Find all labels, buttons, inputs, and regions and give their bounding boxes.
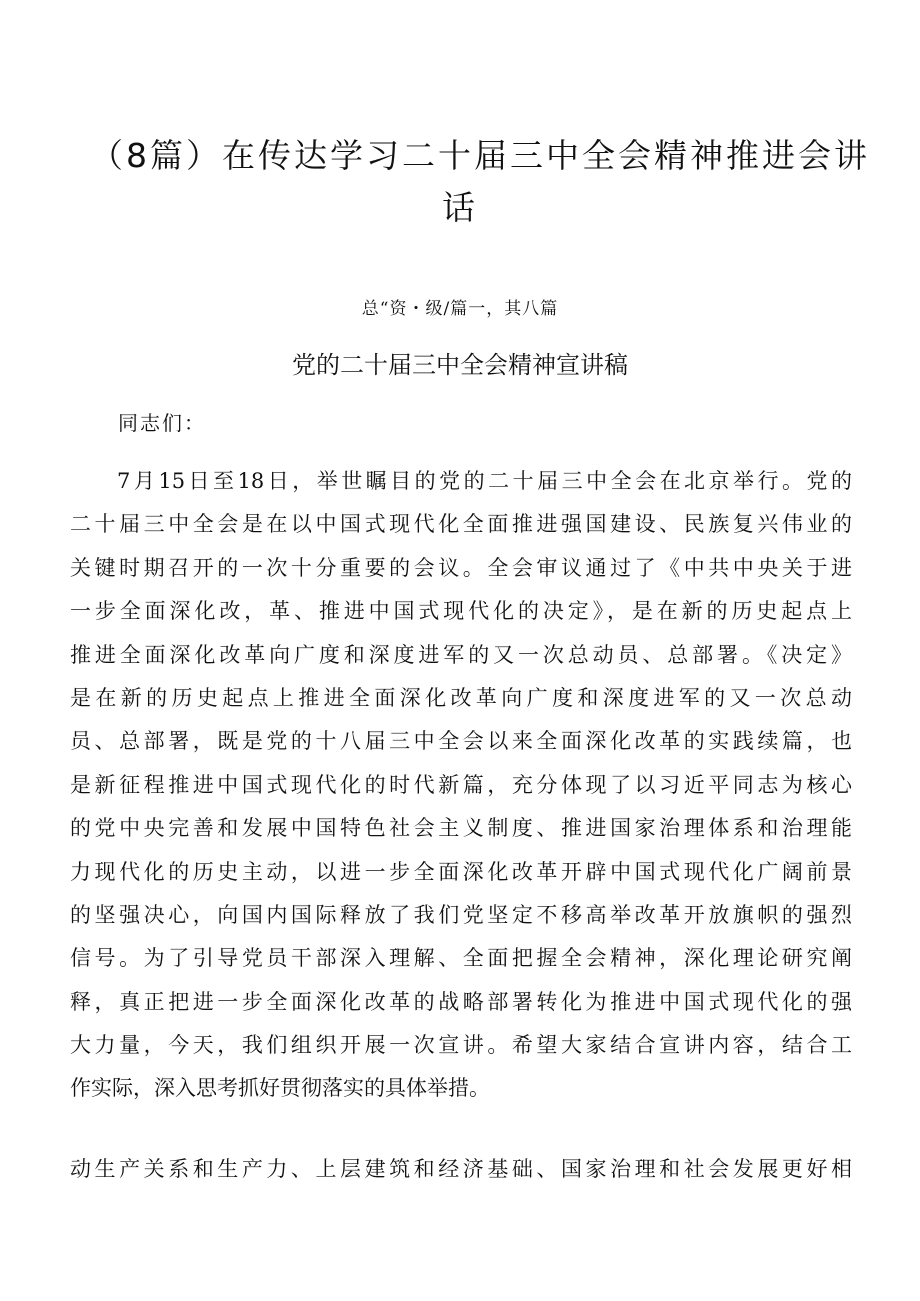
paragraph-line: 是新征程推进中国式现代化的时代新篇，充分体现了以习近平同志为核心 bbox=[70, 772, 852, 797]
paragraph-line: 作实际，深入思考抓好贯彻落实的具体举措。 bbox=[70, 1076, 490, 1101]
salutation: 同志们： bbox=[118, 411, 206, 435]
paragraph-line: 一步全面深化改，革、推进中国式现代化的决定》，是在新的历史起点上 bbox=[70, 599, 852, 624]
paragraph-line: 的党中央完善和发展中国特色社会主义制度、推进国家治理体系和治理能 bbox=[70, 816, 852, 841]
source-line: 总“资・级/篇一，其八篇 bbox=[361, 299, 559, 319]
title-line-2: 话 bbox=[442, 188, 478, 228]
body-paragraph bbox=[70, 460, 852, 1111]
title-line-1: （8篇）在传达学习二十届三中全会精神推进会讲 bbox=[90, 136, 870, 176]
document-title bbox=[90, 130, 870, 234]
paragraph-line: 大力量，今天，我们组织开展一次宣讲。希望大家结合宣讲内容，结合工 bbox=[70, 1033, 852, 1058]
paragraph-line: 二十届三中全会是在以中国式现代化全面推进强国建设、民族复兴伟业的 bbox=[70, 512, 852, 537]
paragraph-line: 是在新的历史起点上推进全面深化改革向广度和深度进军的又一次总动 bbox=[70, 685, 852, 710]
section-heading: 党的二十届三中全会精神宣讲稿 bbox=[292, 351, 628, 379]
paragraph-line: 7月15日至18日，举世瞩目的党的二十届三中全会在北京举行。党的 bbox=[117, 469, 852, 493]
paragraph-line: 关键时期召开的一次十分重要的会议。全会审议通过了《中共中央关于进 bbox=[70, 555, 852, 580]
paragraph-line: 信号。为了引导党员干部深入理解、全面把握全会精神，深化理论研究阐 bbox=[70, 946, 852, 971]
trailing-fragment-line: 动生产关系和生产力、上层建筑和经济基础、国家治理和社会发展更好相 bbox=[70, 1157, 852, 1181]
paragraph-line: 的坚强决心，向国内国际释放了我们党坚定不移高举改革开放旗帜的强烈 bbox=[70, 902, 852, 927]
paragraph-line: 员、总部署，既是党的十八届三中全会以来全面深化改革的实践续篇，也 bbox=[70, 729, 852, 754]
paragraph-line: 推进全面深化改革向广度和深度进军的又一次总动员、总部署。《决定》 bbox=[70, 642, 852, 667]
paragraph-line: 释，真正把进一步全面深化改革的战略部署转化为推进中国式现代化的强 bbox=[70, 989, 852, 1014]
paragraph-line: 力现代化的历史主动，以进一步全面深化改革开辟中国式现代化广阔前景 bbox=[70, 859, 852, 884]
